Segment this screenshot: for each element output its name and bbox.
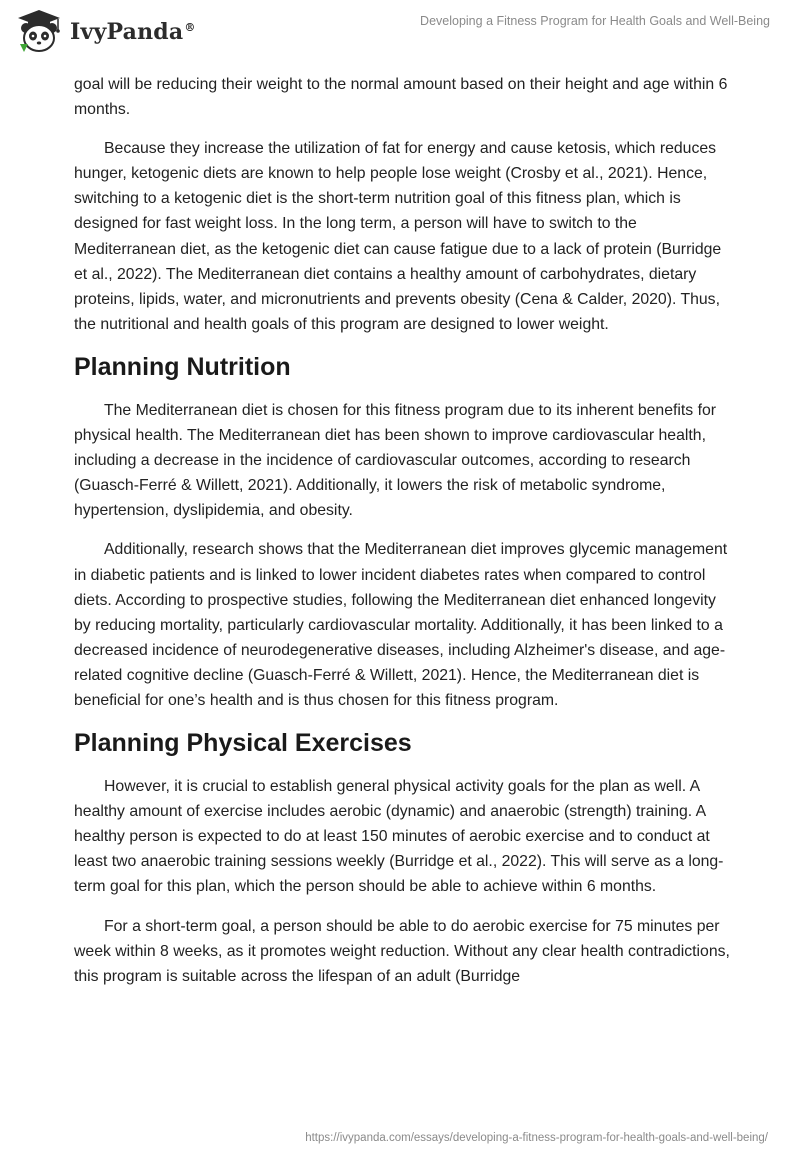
paragraph-intro-continuation: goal will be reducing their weight to the normal amount based on their height and age within 6 months. bbox=[74, 76, 728, 119]
brand-name: IvyPanda® bbox=[70, 19, 196, 45]
document-title: Developing a Fitness Program for Health Goals and Well-Being bbox=[420, 14, 770, 28]
brand-logo[interactable] bbox=[14, 8, 196, 56]
heading-planning-physical-exercises: Planning Physical Exercises bbox=[74, 729, 412, 758]
paragraph-ketogenic-diet: Because they increase the utilization of fat for energy and cause ketosis, which reduces hunger, ketogenic diets are known to help people lose weight (Crosby et al., 2021). Hence, switching to a ketogenic diet is the short-term nutrition goal of this fitness plan, which is designed for fast weight loss. In the long term, a person will have to switch to the Mediterranean diet, as the ketogenic diet can cause fatigue due to a lack of protein (Burridge et al., 2022). The Mediterranean diet contains a healthy amount of carbohydrates, dietary proteins, lipids, water, and micronutrients and prevents obesity (Cena & Calder, 2020). Thus, the nutritional and health goals of this program are designed to lower weight. bbox=[74, 140, 722, 333]
essay-body bbox=[74, 72, 730, 1003]
paragraph-exercises-2: For a short-term goal, a person should be able to do aerobic exercise for 75 minutes per week within 8 weeks, as it promotes weight reduction. Without any clear health contradictions, this program is suitable across the lifespan of an adult (Burridge bbox=[74, 917, 730, 985]
panda-logo-icon bbox=[14, 8, 64, 56]
paragraph-exercises-1: However, it is crucial to establish general physical activity goals for the plan as well. A healthy amount of exercise includes aerobic (dynamic) and anaerobic (strength) training. A healthy person is expected to do at least 150 minutes of aerobic exercise and to conduct at least two anaerobic training sessions weekly (Burridge et al., 2022). This will serve as a long-term goal for this plan, which the person should be able to achieve within 6 months. bbox=[74, 778, 724, 896]
paragraph-nutrition-1: The Mediterranean diet is chosen for this fitness program due to its inherent benefits for physical health. The Mediterranean diet has been shown to improve cardiovascular health, including a decrease in the incidence of cardiovascular outcomes, according to research (Guasch-Ferré & Willett, 2021). Additionally, it lowers the risk of metabolic syndrome, hypertension, dyslipidemia, and obesity. bbox=[74, 401, 717, 520]
paragraph-nutrition-2: Additionally, research shows that the Mediterranean diet improves glycemic management in diabetic patients and is linked to lower incident diabetes rates when compared to control diets. According to prospective studies, following the Mediterranean diet enhanced longevity by reducing mortality, particularly cardiovascular mortality. Additionally, it has been linked to a decreased incidence of neurodegenerative diseases, including Alzheimer's disease, and age-related cognitive decline (Guasch-Ferré & Willett, 2021). Hence, the Mediterranean diet is beneficial for one’s health and is thus chosen for this fitness program. bbox=[74, 541, 728, 709]
source-url[interactable]: https://ivypanda.com/essays/developing-a-fitness-program-for-health-goals-and-well-being/ bbox=[305, 1132, 768, 1144]
page-header bbox=[0, 0, 800, 70]
heading-planning-nutrition: Planning Nutrition bbox=[74, 352, 291, 381]
